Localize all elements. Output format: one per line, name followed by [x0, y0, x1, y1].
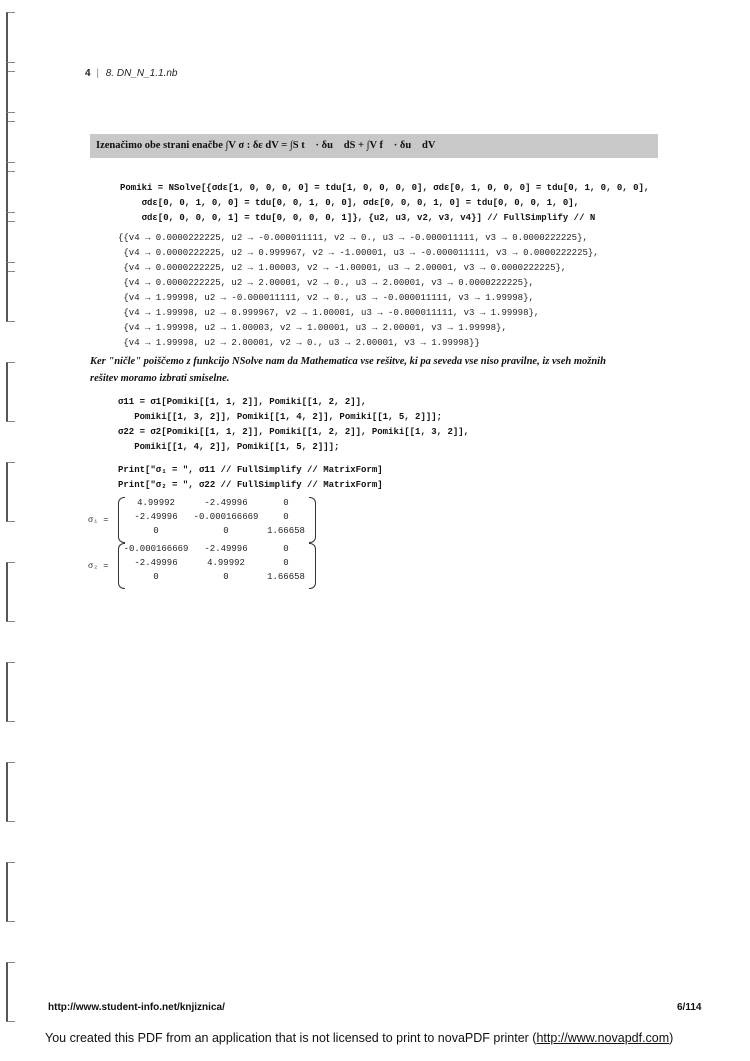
code-output-line: {v4 → 1.99998, u2 → -0.000011111, v2 → 0., u3 → -0.000011111, v3 → 1.99998}, [118, 293, 534, 303]
matrix-cell: 0 [153, 526, 159, 536]
matrix-cell: -2.49996 [204, 498, 248, 508]
header-separator: | [96, 68, 99, 79]
novapdf-link[interactable]: http://www.novapdf.com [536, 1031, 670, 1045]
matrix-cell: 0 [283, 558, 289, 568]
code-input-line: Pomiki = NSolve[{σdε[1, 0, 0, 0, 0] = tdu[1, 0, 0, 0, 0], σdε[0, 1, 0, 0, 0] = tdu[0, 1, 0, 0, 0], [120, 183, 650, 193]
binder-hole [6, 362, 15, 422]
header-page-number: 4 [85, 68, 91, 79]
matrix-cell: 0 [153, 572, 159, 582]
matrix-cell: 0 [223, 572, 229, 582]
code-output-line: {v4 → 1.99998, u2 → 1.00003, v2 → 1.00001, u3 → 2.00001, v3 → 1.99998}, [118, 323, 507, 333]
note-line: rešitev moramo izbrati smiselne. [90, 373, 230, 384]
matrix-cell: 0 [223, 526, 229, 536]
binder-edge [0, 0, 22, 1061]
matrix-cell: 1.66658 [267, 526, 305, 536]
binder-hole [6, 862, 15, 922]
footer-page-count: 6/114 [677, 1002, 702, 1013]
code-input-line: σdε[0, 0, 1, 0, 0] = tdu[0, 0, 1, 0, 0], σdε[0, 0, 0, 1, 0] = tdu[0, 0, 0, 1, 0], [120, 198, 580, 208]
code-output-line: {v4 → 1.99998, u2 → 0.999967, v2 → 1.00001, u3 → -0.000011111, v3 → 1.99998}, [118, 308, 540, 318]
code-input-line: Pomiki[[1, 3, 2]], Pomiki[[1, 4, 2]], Pomiki[[1, 5, 2]]]; [118, 412, 443, 422]
matrix-cell: -0.000166669 [193, 512, 259, 522]
matrix-cell: 0 [283, 512, 289, 522]
matrix-cell: 4.99992 [207, 558, 245, 568]
binder-hole [6, 262, 15, 322]
code-input-line: Print["σ₂ = ", σ22 // FullSimplify // MatrixForm] [118, 480, 383, 490]
code-output-line: {v4 → 1.99998, u2 → 2.00001, v2 → 0., u3 → 2.00001, v3 → 1.99998}} [118, 338, 480, 348]
header-file-name: 8. DN_N_1.1.nb [105, 68, 178, 79]
page-header [85, 68, 177, 79]
matrix-cell: -2.49996 [134, 558, 178, 568]
code-input-line: Print["σ₁ = ", σ11 // FullSimplify // MatrixForm] [118, 465, 383, 475]
footer-url-link[interactable]: http://www.student-info.net/knjiznica/ [48, 1002, 225, 1013]
code-output-line: {{v4 → 0.0000222225, u2 → -0.000011111, v2 → 0., u3 → -0.000011111, v3 → 0.0000222225}, [118, 233, 588, 243]
matrix-label-sigma2: σ₂ = [88, 561, 109, 571]
matrix-cell: -0.000166669 [123, 544, 189, 554]
banner-text: You created this PDF from an application that is not licensed to print to novaPDF printer ( [45, 1031, 537, 1045]
code-input-line: σ22 = σ2[Pomiki[[1, 1, 2]], Pomiki[[1, 2, 2]], Pomiki[[1, 3, 2]], [118, 427, 470, 437]
license-banner [45, 1031, 673, 1045]
matrix-cell: -2.49996 [134, 512, 178, 522]
matrix-cell: 4.99992 [137, 498, 175, 508]
matrix-cell: -2.49996 [204, 544, 248, 554]
code-input-line: σdε[0, 0, 0, 0, 1] = tdu[0, 0, 0, 0, 1]}, {u2, u3, v2, v3, v4}] // FullSimplify // N [120, 213, 596, 223]
banner-close: ) [669, 1031, 674, 1045]
section-title: Izenačimo obe strani enačbe ∫V σ : δε dV = ∫S t⃗ · δu⃗ dS + ∫V f⃗ · δu⃗ dV [90, 134, 658, 158]
matrix-cell: 0 [283, 544, 289, 554]
code-output-line: {v4 → 0.0000222225, u2 → 0.999967, v2 → -1.00001, u3 → -0.000011111, v3 → 0.0000222225}, [118, 248, 599, 258]
binder-hole [6, 562, 15, 622]
code-output-line: {v4 → 0.0000222225, u2 → 2.00001, v2 → 0., u3 → 2.00001, v3 → 0.0000222225}, [118, 278, 534, 288]
code-input-line: Pomiki[[1, 4, 2]], Pomiki[[1, 5, 2]]]; [118, 442, 340, 452]
matrix-cell: 1.66658 [267, 572, 305, 582]
matrix-bracket-right [309, 543, 316, 589]
binder-hole [6, 462, 15, 522]
matrix-cell: 0 [283, 498, 289, 508]
code-output-line: {v4 → 0.0000222225, u2 → 1.00003, v2 → -1.00001, u3 → 2.00001, v3 → 0.0000222225}, [118, 263, 567, 273]
code-input-line: σ11 = σ1[Pomiki[[1, 1, 2]], Pomiki[[1, 2, 2]], [118, 397, 367, 407]
matrix-label-sigma1: σ₁ = [88, 515, 109, 525]
matrix-sigma1 [118, 497, 316, 541]
note-line: Ker "ničle" poiščemo z funkcijo NSolve nam da Mathematica vse rešitve, ki pa seveda vse niso pravilne, iz vseh možnih [90, 356, 606, 367]
binder-hole [6, 962, 15, 1022]
binder-hole [6, 762, 15, 822]
matrix-sigma2 [118, 543, 316, 587]
binder-hole [6, 662, 15, 722]
matrix-bracket-right [309, 497, 316, 543]
